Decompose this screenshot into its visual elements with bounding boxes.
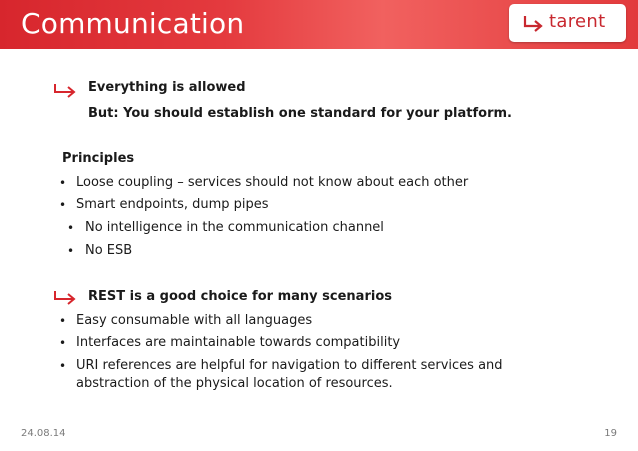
list-item: Loose coupling – services should not know about each other [76,175,469,190]
logo-arrow-icon [523,13,545,33]
list-item: No ESB [85,243,133,258]
tarent-logo [509,4,626,42]
list-item-continuation: abstraction of the physical location of resources. [76,376,393,391]
bullet-dot: • [59,314,67,328]
bullet-dot: • [59,359,67,373]
hook-arrow-icon [53,289,77,305]
logo-text: tarent [549,11,606,32]
bullet-dot: • [59,176,67,190]
list-item: Interfaces are maintainable towards compatibility [76,335,401,350]
slide-date: 24.08.14 [21,428,66,439]
intro-subline: But: You should establish one standard for your platform. [88,106,512,121]
bullet-dot: • [59,198,67,212]
list-item: No intelligence in the communication channel [85,220,384,235]
page-number: 19 [604,428,617,439]
slide-title: Communication [21,7,245,40]
list-item: Smart endpoints, dump pipes [76,197,269,212]
intro-heading: Everything is allowed [88,80,246,95]
bullet-dot: • [59,336,67,350]
header-bar [0,0,638,49]
list-item: Easy consumable with all languages [76,313,313,328]
rest-heading: REST is a good choice for many scenarios [88,289,392,304]
hook-arrow-icon [53,82,77,98]
principles-heading: Principles [62,151,135,166]
bullet-dot: • [67,221,75,235]
list-item: URI references are helpful for navigation to different services and [76,358,503,373]
bullet-dot: • [67,244,75,258]
